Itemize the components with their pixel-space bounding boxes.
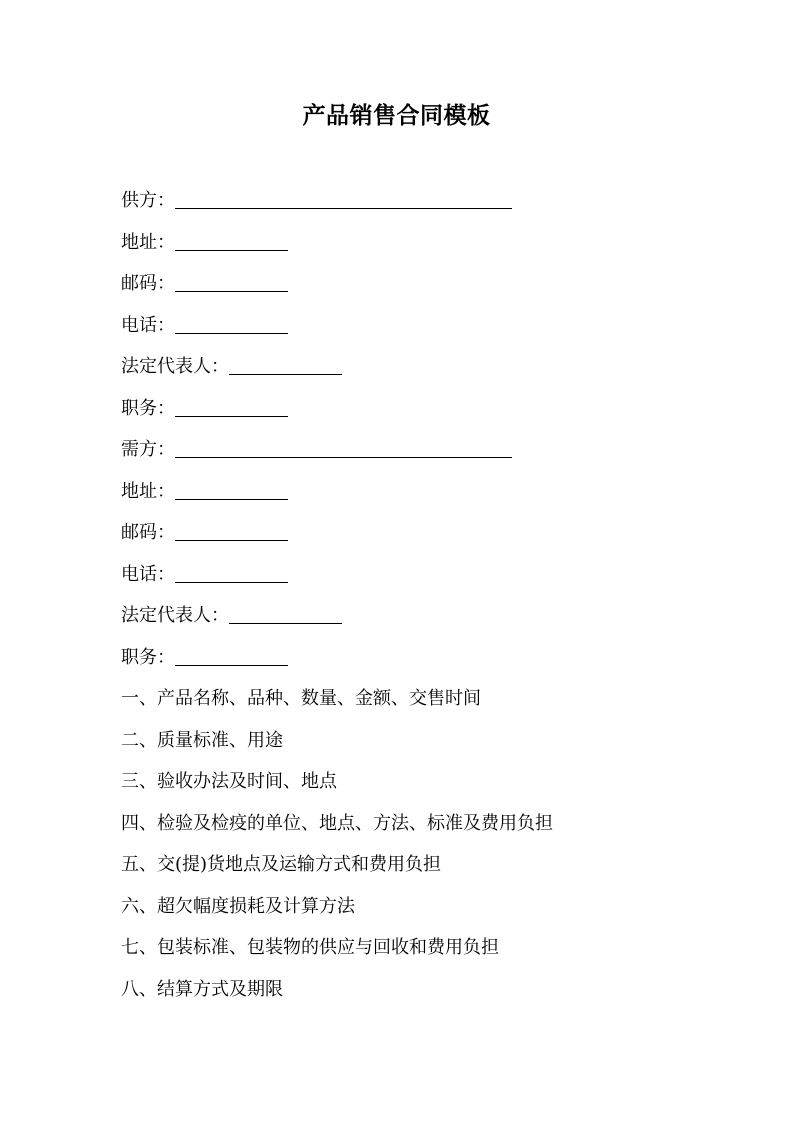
supplier-postcode-label: 邮码： <box>121 273 175 294</box>
buyer-legal-rep-label: 法定代表人： <box>121 605 229 626</box>
supplier-phone-line <box>121 314 288 338</box>
buyer-position-label: 职务： <box>121 647 175 668</box>
supplier-party-blank <box>175 190 512 209</box>
buyer-address-line <box>121 480 288 504</box>
supplier-postcode-blank <box>175 273 288 292</box>
supplier-party-label: 供方： <box>121 190 175 211</box>
buyer-party-line <box>121 438 512 462</box>
supplier-address-label: 地址： <box>121 232 175 253</box>
clause-item: 四、检验及检疫的单位、地点、方法、标准及费用负担 <box>121 813 553 834</box>
supplier-party-line <box>121 189 512 213</box>
supplier-phone-label: 电话： <box>121 315 175 336</box>
buyer-postcode-label: 邮码： <box>121 522 175 543</box>
clause-item: 八、结算方式及期限 <box>121 979 283 1000</box>
document-title: 产品销售合同模板 <box>302 102 491 129</box>
supplier-position-blank <box>175 398 288 417</box>
buyer-address-label: 地址： <box>121 481 175 502</box>
supplier-phone-blank <box>175 315 288 334</box>
supplier-address-blank <box>175 232 288 251</box>
supplier-address-line <box>121 231 288 255</box>
buyer-postcode-line <box>121 521 288 545</box>
buyer-phone-line <box>121 563 288 587</box>
buyer-party-blank <box>175 439 512 458</box>
buyer-phone-blank <box>175 564 288 583</box>
clause-item: 一、产品名称、品种、数量、金额、交售时间 <box>121 688 481 709</box>
clause-item: 二、质量标准、用途 <box>121 730 283 751</box>
supplier-legal-rep-line <box>121 355 342 379</box>
buyer-party-label: 需方： <box>121 439 175 460</box>
supplier-postcode-line <box>121 272 288 296</box>
clause-item: 三、验收办法及时间、地点 <box>121 771 337 792</box>
clause-item: 五、交(提)货地点及运输方式和费用负担 <box>121 854 442 875</box>
buyer-phone-label: 电话： <box>121 564 175 585</box>
supplier-position-label: 职务： <box>121 398 175 419</box>
buyer-position-blank <box>175 647 288 666</box>
supplier-legal-rep-blank <box>229 356 342 375</box>
clause-item: 七、包装标准、包装物的供应与回收和费用负担 <box>121 937 499 958</box>
buyer-legal-rep-blank <box>229 605 342 624</box>
buyer-postcode-blank <box>175 522 288 541</box>
buyer-position-line <box>121 646 288 670</box>
supplier-position-line <box>121 397 288 421</box>
supplier-legal-rep-label: 法定代表人： <box>121 356 229 377</box>
clause-item: 六、超欠幅度损耗及计算方法 <box>121 896 355 917</box>
buyer-address-blank <box>175 481 288 500</box>
buyer-legal-rep-line <box>121 604 342 628</box>
